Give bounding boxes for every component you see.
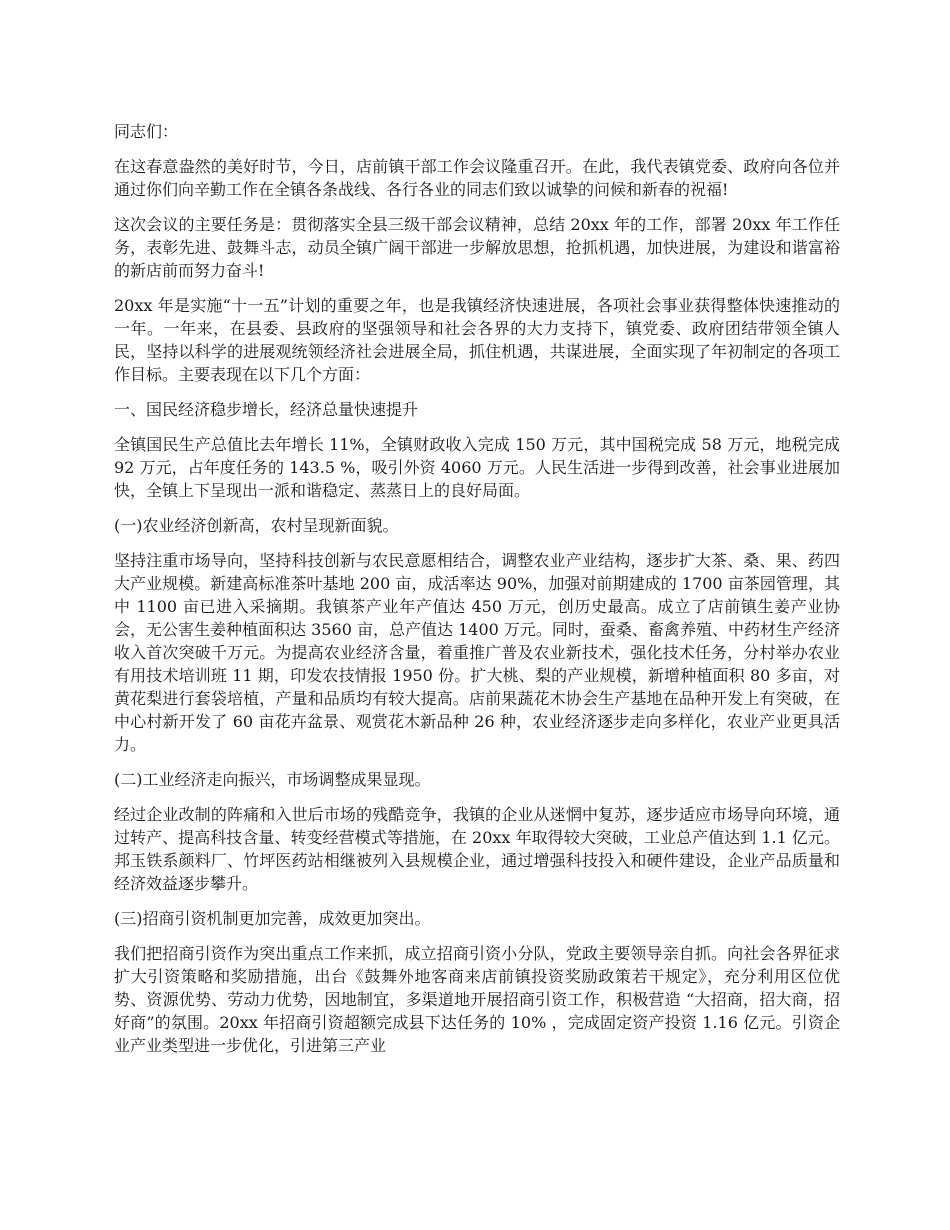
paragraph-economy: 全镇国民生产总值比去年增长 11%，全镇财政收入完成 150 万元，其中国税完成 58 万元，地税完成 92 万元，占年度任务的 143.5 %，吸引外资 4060 万元。人民生活进一步得到改善，社会事业进展加快，全镇上下呈现出一派和谐稳定、蒸蒸日上的良好局面。 — [114, 435, 840, 500]
paragraph-opening: 在这春意盎然的美好时节，今日，店前镇干部工作会议隆重召开。在此，我代表镇党委、政府向各位并通过你们向辛勤工作在全镇各条战线、各行各业的同志们致以诚挚的问候和新春的祝福! — [114, 157, 840, 199]
salutation: 同志们： — [114, 122, 179, 141]
section-heading-economy: 一、国民经济稳步增长，经济总量快速提升 — [114, 400, 419, 419]
subsection-heading-investment: (三)招商引资机制更加完善，成效更加突出。 — [114, 909, 431, 928]
paragraph-year-summary: 20xx 年是实施“十一五”计划的重要之年，也是我镇经济快速进展，各项社会事业获得整体快速推动的一年。一年来，在县委、县政府的坚强领导和社会各界的大力支持下，镇党委、政府团结带领全镇人民，坚持以科学的进展观统领经济社会进展全局，抓住机遇，共谋进展，全面实现了年初制定的各项工作目标。主要表现在以下几个方面： — [114, 296, 840, 384]
subsection-heading-agriculture: (一)农业经济创新高，农村呈现新面貌。 — [114, 516, 399, 535]
document-body — [114, 120, 840, 1069]
subsection-heading-industry: (二)工业经济走向振兴，市场调整成果显现。 — [114, 770, 431, 789]
paragraph-agriculture: 坚持注重市场导向，坚持科技创新与农民意愿相结合，调整农业产业结构，逐步扩大茶、桑、果、药四大产业规模。新建高标准茶叶基地 200 亩，成活率达 90%，加强对前期建成的 1700 亩茶园管理，其中 1100 亩已进入采摘期。我镇茶产业年产值达 450 万元，创历史最高。成立了店前镇生姜产业协会，无公害生姜种植面积达 3560 亩，总产值达 1400 万元。同时，蚕桑、畜禽养殖、中药材生产经济收入首次突破千万元。为提高农业经济含量，着重推广普及农业新技术，强化技术任务，分村举办农业有用技术培训班 11 期，印发农技情报 1950 份。扩大桃、梨的产业规模，新增种植面积 80 多亩，对黄花梨进行套袋培植，产量和品质均有较大提高。店前果蔬花木协会生产基地在品种开发上有突破，在中心村新开发了 60 亩花卉盆景、观赏花木新品种 26 种，农业经济逐步走向多样化，农业产业更具活力。 — [114, 551, 840, 754]
paragraph-industry: 经过企业改制的阵痛和入世后市场的残酷竞争，我镇的企业从迷惘中复苏，逐步适应市场导向环境，通过转产、提高科技含量、转变经营模式等措施，在 20xx 年取得较大突破，工业总产值达到 1.1 亿元。邦玉铁系颜料厂、竹坪医药站相继被列入县规模企业，通过增强科技投入和硬件建设，企业产品质量和经济效益逐步攀升。 — [114, 805, 840, 893]
paragraph-investment: 我们把招商引资作为突出重点工作来抓，成立招商引资小分队，党政主要领导亲自抓。向社会各界征求扩大引资策略和奖励措施，出台《鼓舞外地客商来店前镇投资奖励政策若干规定》，充分利用区位优势、资源优势、劳动力优势，因地制宜，多渠道地开展招商引资工作，积极营造 “大招商，招大商，招好商”的氛围。20xx 年招商引资超额完成县下达任务的 10% ，完成固定资产投资 1.16 亿元。引资企业产业类型进一步优化，引进第三产业 — [114, 944, 840, 1055]
paragraph-meeting-tasks: 这次会议的主要任务是：贯彻落实全县三级干部会议精神，总结 20xx 年的工作，部署 20xx 年工作任务，表彰先进、鼓舞斗志，动员全镇广阔干部进一步解放思想，抢抓机遇，加快进展，为建设和谐富裕的新店前而努力奋斗! — [114, 215, 840, 280]
